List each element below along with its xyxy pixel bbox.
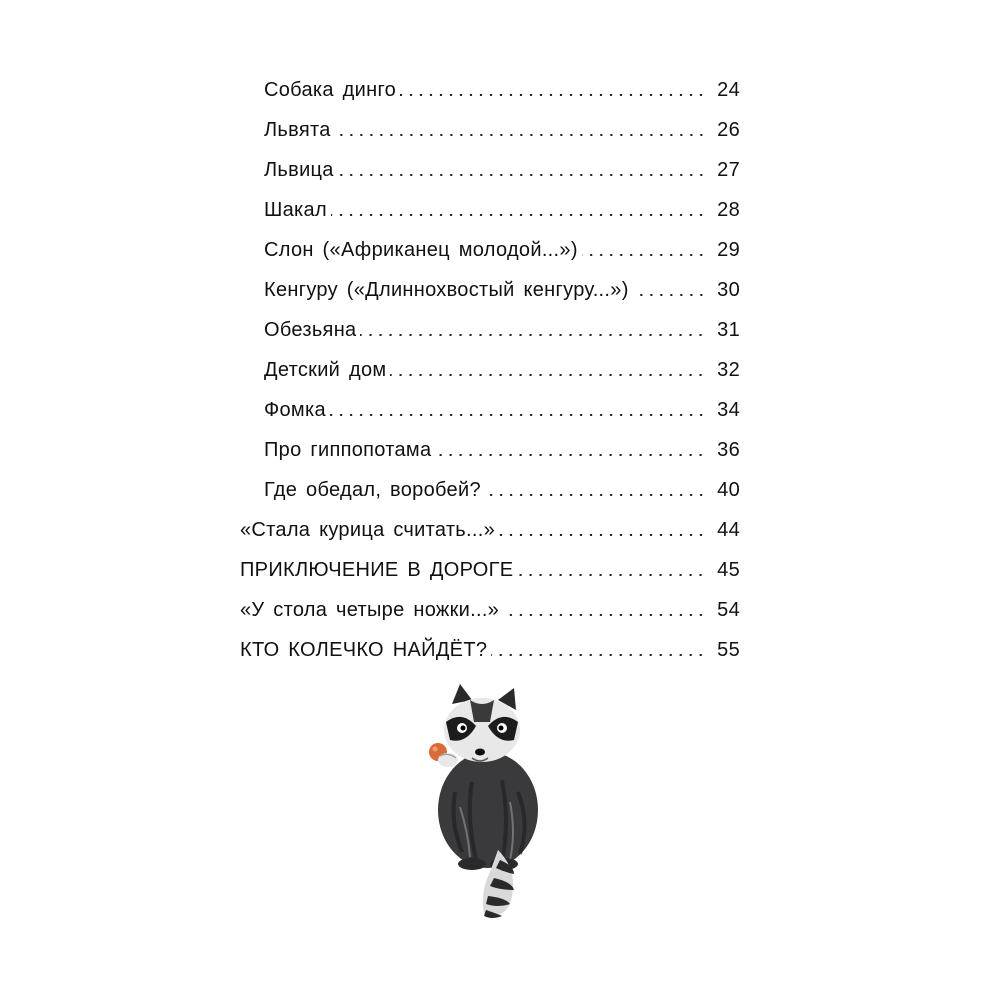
toc-entry-title: Фомка xyxy=(264,399,326,421)
toc-entry-title: Где обедал, воробей? xyxy=(264,479,481,501)
toc-entry-title: Шакал xyxy=(264,199,327,221)
toc-entry-title: Слон («Африканец молодой...») xyxy=(264,239,578,261)
toc-entry xyxy=(264,433,740,463)
toc-entry-title: Собака динго xyxy=(264,79,397,101)
toc-dot-leader xyxy=(360,334,706,336)
toc-entry-title: КТО КОЛЕЧКО НАЙДЁТ? xyxy=(240,639,488,661)
toc-entry-title: Детский дом xyxy=(264,359,387,381)
raccoon-foot xyxy=(458,858,486,870)
toc-dot-leader xyxy=(435,454,706,456)
toc-dot-leader xyxy=(633,294,706,296)
raccoon-head xyxy=(444,684,520,762)
toc-entry-page: 45 xyxy=(717,559,740,581)
toc-dot-leader xyxy=(517,574,706,576)
toc-dot-leader xyxy=(499,534,706,536)
toc-entry-page: 26 xyxy=(717,119,740,141)
toc-entry-page: 28 xyxy=(717,199,740,221)
toc-entry-title: Львица xyxy=(264,159,334,181)
toc-entry xyxy=(264,113,740,143)
toc-entry xyxy=(240,633,740,663)
toc-entry xyxy=(264,233,740,263)
toc-dot-leader xyxy=(491,654,706,656)
toc-entry-page: 30 xyxy=(717,279,740,301)
toc-entry xyxy=(264,473,740,503)
toc-entry xyxy=(264,393,740,423)
toc-entry-title: Кенгуру («Длиннохвостый кенгуру...») xyxy=(264,279,629,301)
toc-entry-title: «У стола четыре ножки...» xyxy=(240,599,500,621)
toc-entry-title: Обезьяна xyxy=(264,319,357,341)
toc-entry-page: 54 xyxy=(717,599,740,621)
raccoon-icon xyxy=(410,682,560,922)
toc-entry-page: 36 xyxy=(717,439,740,461)
toc-entry-page: 24 xyxy=(717,79,740,101)
toc-entry-page: 32 xyxy=(717,359,740,381)
toc-entry-title: Львята xyxy=(264,119,331,141)
toc-entry xyxy=(264,73,740,103)
toc-entry xyxy=(264,193,740,223)
toc-dot-leader xyxy=(390,374,706,376)
toc-dot-leader xyxy=(338,174,706,176)
toc-entry xyxy=(240,593,740,623)
toc-dot-leader xyxy=(335,134,706,136)
toc-entry-title: Про гиппопотама xyxy=(264,439,432,461)
toc-entry xyxy=(264,353,740,383)
toc-entry-page: 40 xyxy=(717,479,740,501)
toc-dot-leader xyxy=(331,214,706,216)
toc-entry-title: ПРИКЛЮЧЕНИЕ В ДОРОГЕ xyxy=(240,559,514,581)
toc-dot-leader xyxy=(582,254,706,256)
toc-entry-page: 27 xyxy=(717,159,740,181)
toc-entry xyxy=(264,153,740,183)
toc-dot-leader xyxy=(485,494,706,496)
toc-dot-leader xyxy=(330,414,706,416)
toc-entry xyxy=(240,553,740,583)
toc-entry-title: «Стала курица считать...» xyxy=(240,519,496,541)
toc-entry-page: 55 xyxy=(717,639,740,661)
toc-dot-leader xyxy=(503,614,706,616)
toc-entry xyxy=(240,513,740,543)
toc-entry-page: 34 xyxy=(717,399,740,421)
toc-entry-page: 31 xyxy=(717,319,740,341)
toc-entry xyxy=(264,273,740,303)
toc-entry-page: 29 xyxy=(717,239,740,261)
toc-entry xyxy=(264,313,740,343)
toc-entry-page: 44 xyxy=(717,519,740,541)
toc-dot-leader xyxy=(400,94,706,96)
